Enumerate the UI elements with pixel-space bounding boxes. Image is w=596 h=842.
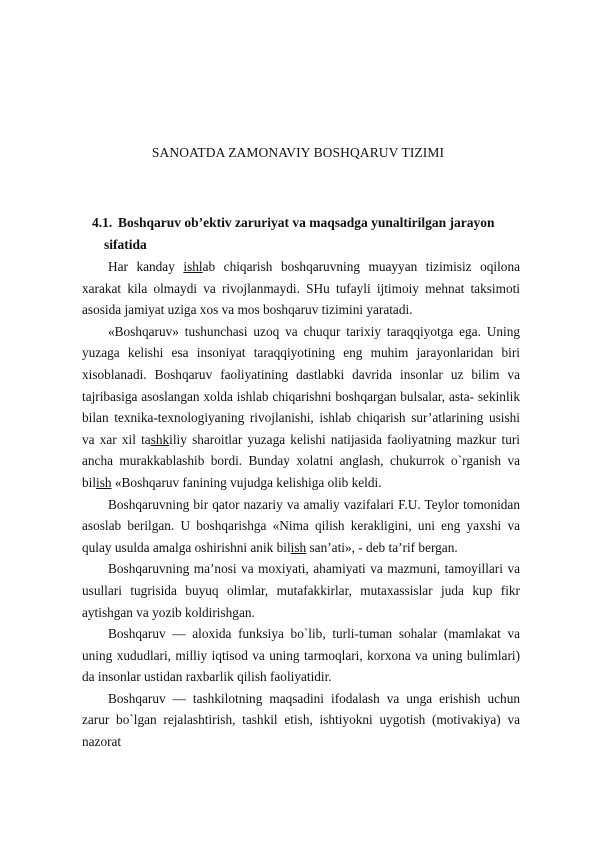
underlined-fragment: ishl — [183, 259, 203, 274]
paragraph-4: Boshqaruvning ma’nosi va moxiyati, ahamiyati va mazmuni, tamoyillari va usullari tugrisida buyuq olimlar, mutafakkirlar, mutaxassislar juda kup fikr aytishgan va yozib koldirishgan. — [82, 561, 520, 620]
paragraph-3-text-b: san’ati», - deb ta’rif bergan. — [306, 539, 458, 555]
paragraph-2-text-b: iliy sharoitlar yuzaga kelishi natijasida faoliyatning mazkur turi ancha murakkablashib bordi. Bunday xolatni anglash, chukurrok o`rganish va bil — [82, 431, 520, 490]
section-heading-line2: sifatida — [104, 236, 147, 252]
page-title: SANOATDA ZAMONAVIY BOSHQARUV TIZIMI — [151, 145, 445, 160]
underlined-fragment: shk — [150, 431, 170, 447]
paragraph-6: Boshqaruv — tashkilotning maqsadini ifodalash va unga erishish uchun zarur bo`lgan rejalashtirish, tashkil etish, ishtiyokni uygotish (motivakiya) va nazorat — [82, 690, 520, 750]
paragraph-2-text-c: «Boshqaruv fanining vujudga kelishiga olib keldi. — [111, 474, 382, 490]
paragraph-2-text-a: «Boshqaruv» tushunchasi uzoq va chuqur tarixiy taraqqiyotga ega. Uning yuzaga kelishi esa insoniyat taraqqiyotining eng muhim jarayonlaridan biri xisoblanadi. Boshqaruv faoliyatining dastlabki davrida insonlar uz bilim va tajribasiga asoslangan xolda ishlab chiqarishni boshqargan bulsalar, asta- sekinlik bilan texnika-texnologiyaning rivojlanishi, ishlab chiqarish sur’atlarining usishi va xar xil ta — [82, 323, 520, 447]
paragraph-1 — [82, 256, 520, 321]
underlined-fragment: ish — [290, 539, 307, 555]
paragraph-5: Boshqaruv — aloxida funksiya bo`lib, turli-tuman sohalar (mamlakat va uning xududlari, milliy iqtisod va uning tarmoqlari, korxona va uning bulimlari) da insonlar ustidan raxbarlik qilish faoliyatidir. — [82, 626, 520, 685]
section-heading-line1: Boshqaruv ob’ektiv zaruriyat va maqsadga yunaltirilgan jarayon — [118, 215, 495, 230]
underlined-fragment: ish — [96, 474, 112, 490]
paragraph-2 — [82, 321, 520, 494]
paragraph-3 — [82, 494, 520, 559]
section-number: 4.1. — [92, 215, 113, 230]
paragraph-1-text-a: Har kanday — [108, 259, 184, 274]
section-heading — [92, 212, 532, 255]
body-text — [82, 256, 520, 753]
paragraph-1-text-b: ab chiqarish boshqaruvning muayyan tizimisiz oqilona xarakat kila olmaydi va rivojlanmaydi. SHu tufayli ijtimoiy mehnat taksimoti asosida jamiyat uziga xos va mos boshqaruv tizimini yaratadi. — [82, 259, 520, 318]
paragraph-3-text-a: Boshqaruvning bir qator nazariy va amaliy vazifalari F.U. Teylor tomonidan asoslab berilgan. U boshqarishga «Nima qilish kerakligini, uni eng yaxshi va qulay usulda amalga oshirishni anik bil — [82, 496, 520, 555]
